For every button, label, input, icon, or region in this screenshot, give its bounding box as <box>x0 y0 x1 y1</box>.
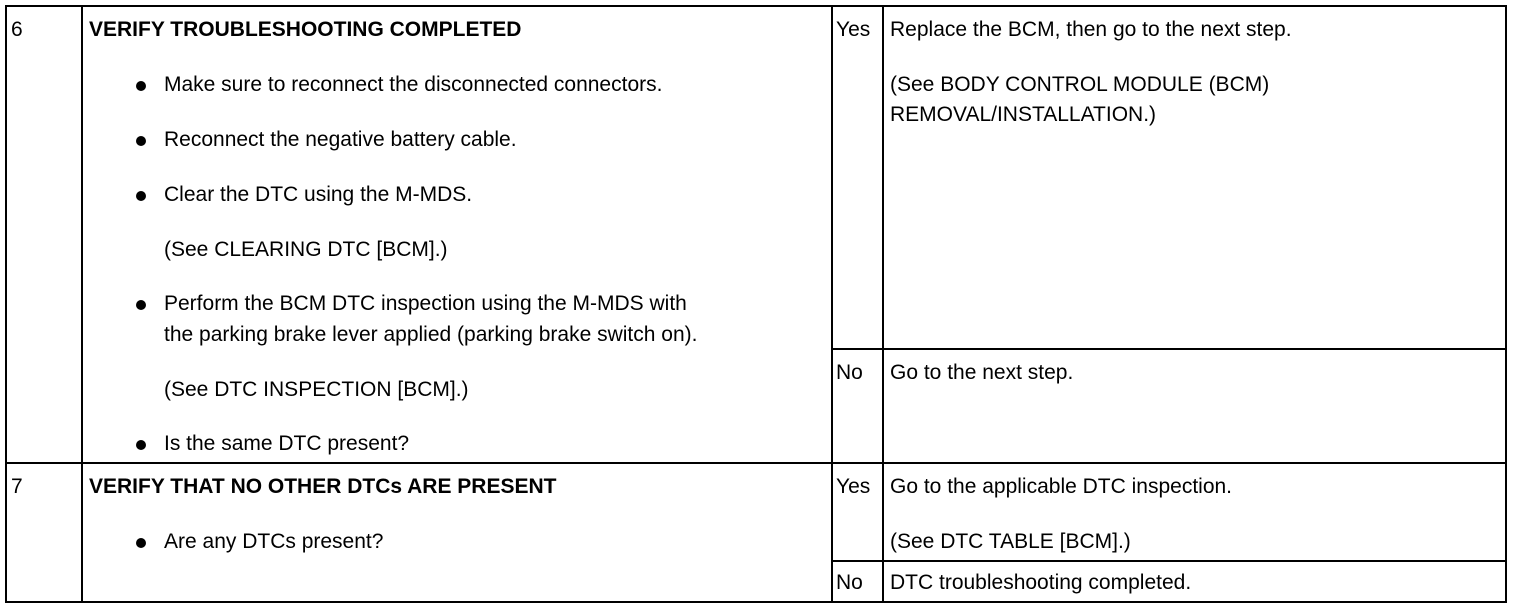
step-number: 6 <box>11 18 23 41</box>
result-action: DTC troubleshooting completed. <box>890 571 1192 594</box>
reference-link[interactable]: REMOVAL/INSTALLATION.) <box>890 103 1157 126</box>
reference-link[interactable]: (See DTC INSPECTION [BCM].) <box>164 378 469 401</box>
step-item: Perform the BCM DTC inspection using the M-MDS with <box>164 292 687 315</box>
answer-no: No <box>836 571 863 594</box>
bullet-icon <box>136 538 146 548</box>
result-divider <box>831 348 1505 350</box>
result-action: Go to the next step. <box>890 361 1074 384</box>
step-title: VERIFY THAT NO OTHER DTCs ARE PRESENT <box>89 475 557 498</box>
step-item: Is the same DTC present? <box>164 432 410 455</box>
bullet-icon <box>136 81 146 91</box>
answer-yes: Yes <box>836 475 871 498</box>
reference-link[interactable]: (See CLEARING DTC [BCM].) <box>164 238 448 261</box>
column-divider <box>831 7 833 601</box>
row-divider <box>7 462 1505 464</box>
step-item: Reconnect the negative battery cable. <box>164 128 517 151</box>
step-item: Make sure to reconnect the disconnected connectors. <box>164 73 663 96</box>
column-divider <box>882 7 884 601</box>
step-title: VERIFY TROUBLESHOOTING COMPLETED <box>89 18 522 41</box>
answer-yes: Yes <box>836 18 871 41</box>
result-divider <box>831 560 1505 562</box>
result-action: Replace the BCM, then go to the next step. <box>890 18 1292 41</box>
bullet-icon <box>136 300 146 310</box>
bullet-icon <box>136 440 146 450</box>
step-number: 7 <box>11 475 23 498</box>
step-item: Are any DTCs present? <box>164 530 384 553</box>
step-item: the parking brake lever applied (parking brake switch on). <box>164 323 698 346</box>
column-divider <box>81 7 83 601</box>
step-item: Clear the DTC using the M-MDS. <box>164 183 473 206</box>
reference-link[interactable]: (See DTC TABLE [BCM].) <box>890 530 1131 553</box>
troubleshooting-table <box>5 5 1507 603</box>
result-action: Go to the applicable DTC inspection. <box>890 475 1233 498</box>
reference-link[interactable]: (See BODY CONTROL MODULE (BCM) <box>890 73 1270 96</box>
answer-no: No <box>836 361 863 384</box>
bullet-icon <box>136 191 146 201</box>
bullet-icon <box>136 136 146 146</box>
